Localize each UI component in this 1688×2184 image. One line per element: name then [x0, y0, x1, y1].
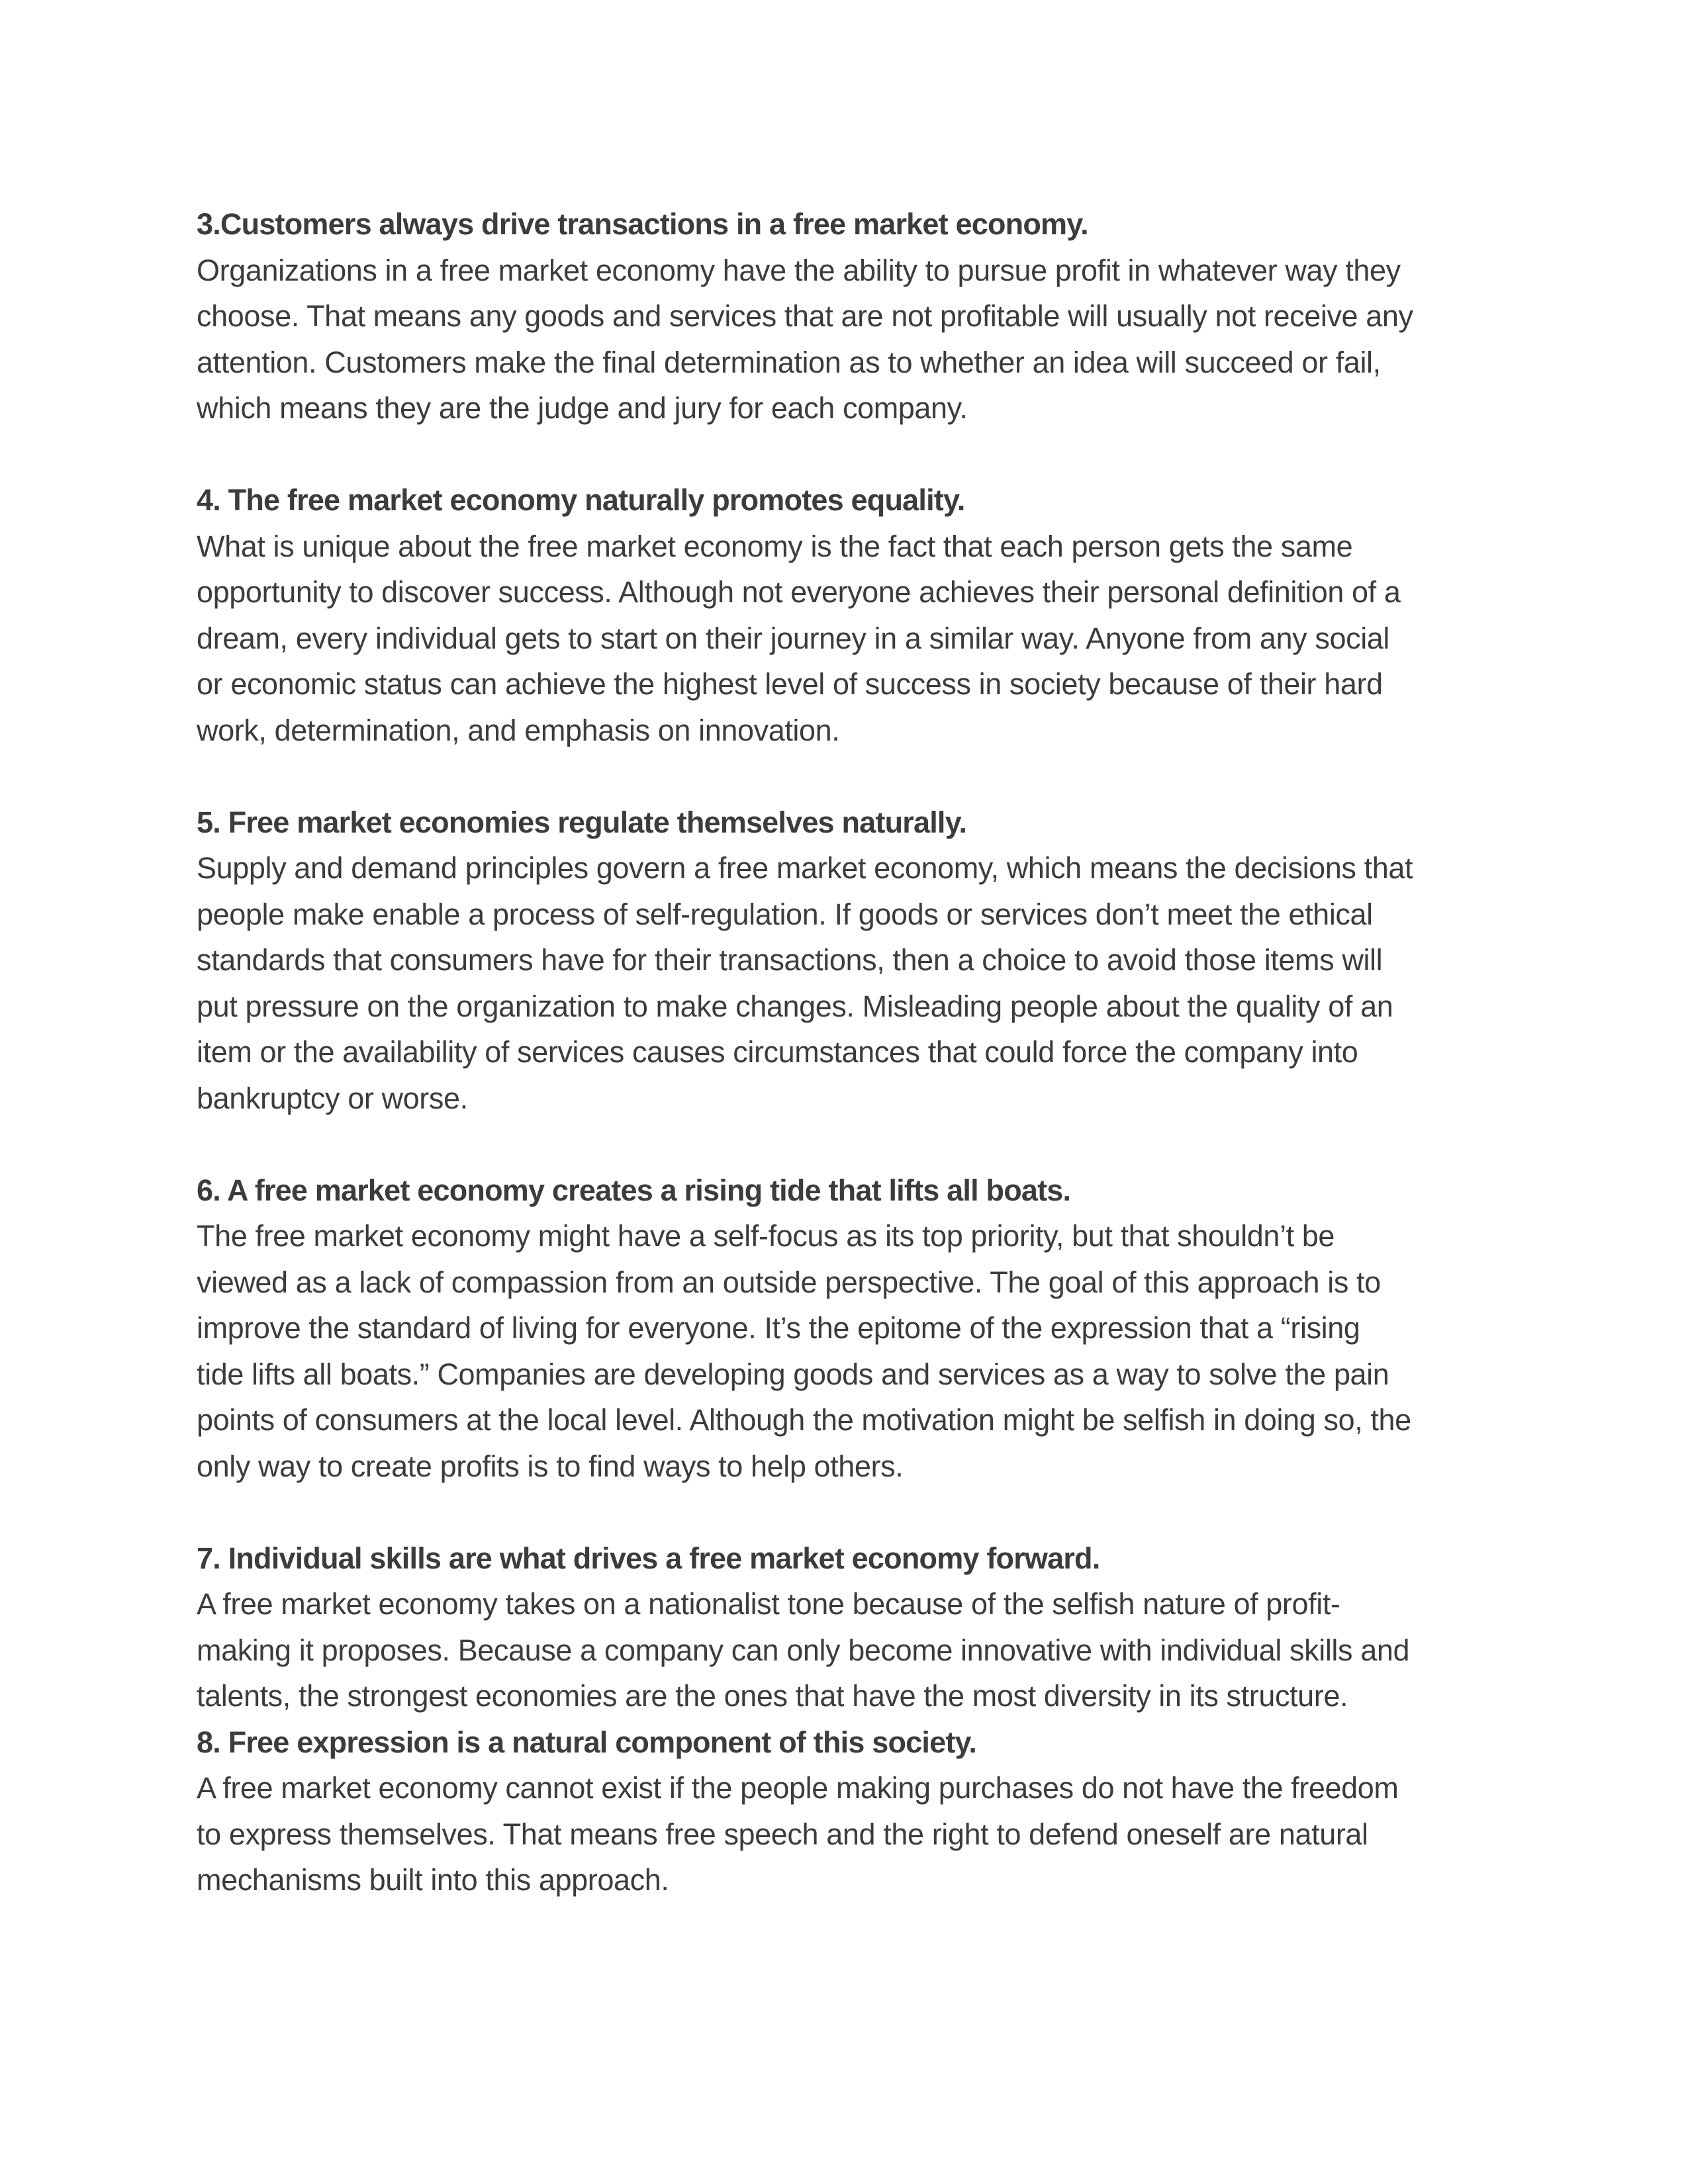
paragraph-line: A free market economy takes on a nationalist tone because of the selfish nature of profit- — [197, 1587, 1340, 1621]
paragraph-line: choose. That means any goods and services that are not profitable will usually not receive any — [197, 299, 1413, 333]
paragraph-line: What is unique about the free market economy is the fact that each person gets the same — [197, 529, 1353, 563]
paragraph-line: item or the availability of services causes circumstances that could force the company into — [197, 1035, 1358, 1069]
paragraph-line: only way to create profits is to find ways to help others. — [197, 1449, 904, 1483]
paragraph-line: work, determination, and emphasis on innovation. — [197, 713, 840, 747]
section-heading: 4. The free market economy naturally promotes equality. — [197, 483, 965, 517]
document-section — [197, 477, 1496, 753]
paragraph-line: opportunity to discover success. Although not everyone achieves their personal definition of a — [197, 575, 1401, 609]
paragraph-line: people make enable a process of self-regulation. If goods or services don’t meet the ethical — [197, 897, 1373, 931]
paragraph-line: tide lifts all boats.” Companies are developing goods and services as a way to solve the pain — [197, 1357, 1389, 1391]
paragraph-line: attention. Customers make the final determination as to whether an idea will succeed or fail, — [197, 345, 1381, 379]
paragraph-line: standards that consumers have for their transactions, then a choice to avoid those items will — [197, 943, 1383, 977]
document-section — [197, 201, 1496, 432]
section-heading: 7. Individual skills are what drives a free market economy forward. — [197, 1541, 1100, 1575]
paragraph-line: mechanisms built into this approach. — [197, 1863, 669, 1897]
paragraph-line: The free market economy might have a self-focus as its top priority, but that shouldn’t be — [197, 1219, 1335, 1253]
section-heading: 3.Customers always drive transactions in a free market economy. — [197, 207, 1088, 241]
paragraph-line: Organizations in a free market economy have the ability to pursue profit in whatever way they — [197, 253, 1401, 287]
paragraph-line: making it proposes. Because a company can only become innovative with individual skills and — [197, 1633, 1410, 1667]
section-heading: 8. Free expression is a natural component of this society. — [197, 1725, 977, 1759]
paragraph-line: A free market economy cannot exist if the people making purchases do not have the freedom — [197, 1771, 1399, 1805]
paragraph-line: put pressure on the organization to make changes. Misleading people about the quality of an — [197, 989, 1393, 1023]
paragraph-line: which means they are the judge and jury for each company. — [197, 391, 968, 425]
paragraph-line: or economic status can achieve the highest level of success in society because of their hard — [197, 667, 1383, 701]
document-section — [197, 799, 1496, 1122]
section-heading: 6. A free market economy creates a rising tide that lifts all boats. — [197, 1173, 1071, 1207]
document-section — [197, 1535, 1496, 1719]
paragraph-line: improve the standard of living for everyone. It’s the epitome of the expression that a “rising — [197, 1311, 1360, 1345]
paragraph-line: viewed as a lack of compassion from an outside perspective. The goal of this approach is to — [197, 1265, 1381, 1299]
paragraph-line: to express themselves. That means free speech and the right to defend oneself are natural — [197, 1817, 1368, 1851]
paragraph-line: bankruptcy or worse. — [197, 1081, 468, 1115]
document-section — [197, 1167, 1496, 1490]
paragraph-line: dream, every individual gets to start on their journey in a similar way. Anyone from any social — [197, 621, 1390, 655]
document-section — [197, 1719, 1496, 1903]
section-heading: 5. Free market economies regulate themselves naturally. — [197, 805, 967, 839]
paragraph-line: points of consumers at the local level. Although the motivation might be selfish in doing so, the — [197, 1403, 1411, 1437]
paragraph-line: talents, the strongest economies are the ones that have the most diversity in its structure. — [197, 1679, 1348, 1713]
paragraph-line: Supply and demand principles govern a free market economy, which means the decisions that — [197, 851, 1413, 885]
